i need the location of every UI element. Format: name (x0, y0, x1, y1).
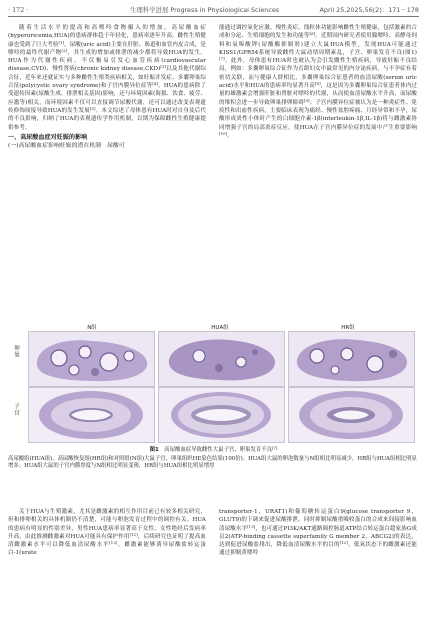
journal-name: 生理科学进展 Progress in Physiological Sciences (130, 6, 280, 14)
paragraph: transporter-1，URAT1)和葡萄糖转运蛋白9(glucose transporter 9，GLUT9)的下调来促进尿酸排泄，同时抑制尿酸重吸收蛋白的合成来间接影响血清尿酸水平[13]，也可通过PI3K/AKT通路调控肠道ATP结合转运蛋白超家族G成员2(ATP-binding cassette superfamily G member 2，ABCG2)的表达，达到促进尿酸盐排出，降低血清尿酸水平的目的[12]。低氧状态下的雌激素还能通过抑制黄嘌呤 (219, 509, 417, 557)
left-column-bottom (8, 508, 206, 558)
paragraph: 能通过调控氧化应激、慢性炎症、线粒体功能影响雌性生殖健康，包括激素的合成和分泌、生殖细胞的发生和功能等[6]。近期国内研究者使用腺嘌呤、高酵母饲料和氧嗪酸钾(尿酸酶抑制剂)建立大鼠HUA模型，发现HUA可能通过KISS1/GPR54系统导致雌性大鼠动情周期紊乱，子宫、卵巢发育不良(图1)[7]。此外，母体患有HUA时也被认为会引发雌性生殖疾病，导致妊娠不良结局，例如：多囊卵巢综合征作为育龄妇女中最常见的内分泌疾病，与不孕症有着密切关联，而与健康人群相比，多囊卵巢综合征患者的血清尿酸(serum uric acid)水平和HUA的患病率均显著升高[8]，这是因为多囊卵巢综合征患者体内过量的雄激素会增强肝脏和肾脏对嘌呤的代谢，从而使血清尿酸水平升高，而尿酸的堆积会进一步导致卵巢排卵障碍[9]；子宫内膜异位症被认为是一种炎症性、免疫性和出血性疾病，主要临床表现为痛经、慢性盆腔疼痛、月经异常和不孕，尿酸形成炎性小体时产生的白细胞介素-1β(interleukin-1β,IL-1β)将与雌激素协同增强子宫的局部炎症反应，使HUA在子宫内膜异位症的发展中产生重要影响[10]。 (219, 25, 417, 139)
left-column-top (8, 24, 206, 151)
figure-caption (8, 447, 419, 471)
subsection-heading: (一)高尿酸血症影响妊娠的潜在机制 尿酸可 (8, 142, 125, 149)
row-label-ovary: 卵巢 (13, 345, 19, 358)
micrograph-uterus-n (28, 387, 155, 443)
col-label-n: N组 (87, 325, 97, 331)
figure-1 (8, 323, 419, 443)
micrograph-uterus-hr (288, 387, 415, 443)
micrograph-ovary-n (28, 331, 155, 387)
micrograph-ovary-hua (158, 331, 285, 387)
caption-legend: 高尿酸组(HUA组)、高尿酸恢复组(HR组)和对照组(N组)大鼠子宫、卵巢组织HE染色结果(100倍)。HUA组大鼠的卵泡数量与N组相比明显减少，HR组与HUA组相比明显增多；HUA组大鼠的子宫内膜厚度与N组相比明显变薄，HR组与HUA组相比明显增厚 (8, 455, 417, 470)
right-column-bottom (219, 508, 417, 558)
row-label-uterus: 子宫 (13, 403, 19, 416)
issue-info: April 25,2025,56(2)：171－178 (319, 6, 419, 14)
micrograph-uterus-hua (158, 387, 285, 443)
right-column-top (219, 24, 417, 140)
caption-title: 图1 高尿酸血症导致雌性大鼠子宫、卵巢发育不良[7] (149, 445, 278, 453)
paragraph: 关于HUA与生殖激素，尤其是雌激素的相互作用目前已有较多相关研究，但和排卵相关的具体机制仍不清楚，可能与卵泡发育过程中的调控有关。HUA的患病有明显的性别差异，男性HUA患病率显著高于女性，女性绝经后发病率升高，由此推测雌激素对HUA可能具有保护作用[11]，后续研究也证明了提高血清雌激素水平可以降低血清尿酸水平[12]。雌激素能够诱导尿酸盐转运蛋白-1(urate (8, 509, 207, 557)
section-heading: 一、高尿酸血症对妊娠的影响 (8, 133, 88, 141)
paragraph: 随着生活水平的提高和高嘌呤食物摄入的增加，高尿酸血症(hyperuricemia,HUA)的患病群体趋于年轻化，患病率逐年升高，雌性生殖健康也受到了巨大考验[1]。尿酸(uric acid)主要在肝脏、肠道和血管内皮合成，是嘌呤的最终代谢产物[2]，其生成的增加或排泄的减少都将导致HUA的发生。HUA作为代谢性疾病，不仅极易引发心血管疾病(cardiovascular disease,CVD)、慢性肾病(chronic kidney disease,CKD)[3]以及其他代谢综合征，近年来还就证实与多种雌性生殖类疾病相关，如妊娠并发症、多囊卵巢综合征(polycystic ovary syndrome)和子宫内膜异位症等[4]。HUA的患病除了受遗传因素(尿酸生成、排泄相关基因)影响，还与环境因素(海拔、饮食、疲劳、应激等)相关，而环境因素不仅可以直接调节尿酸代谢，还可以通过改变表观遗传修饰间接导致HUA的发生发展[5]。本文综述了母体患有HUA时对自身及后代的不良影响，归纳了HUA的表观遗传学作用机制，以期为保障雌性生殖健康提供参考。 (8, 25, 206, 131)
micrograph-ovary-hr (288, 331, 415, 387)
col-label-hua: HUA组 (211, 325, 229, 331)
col-label-hr: HR组 (341, 325, 355, 331)
running-header (8, 4, 419, 17)
page-number: · 172 · (8, 6, 29, 14)
